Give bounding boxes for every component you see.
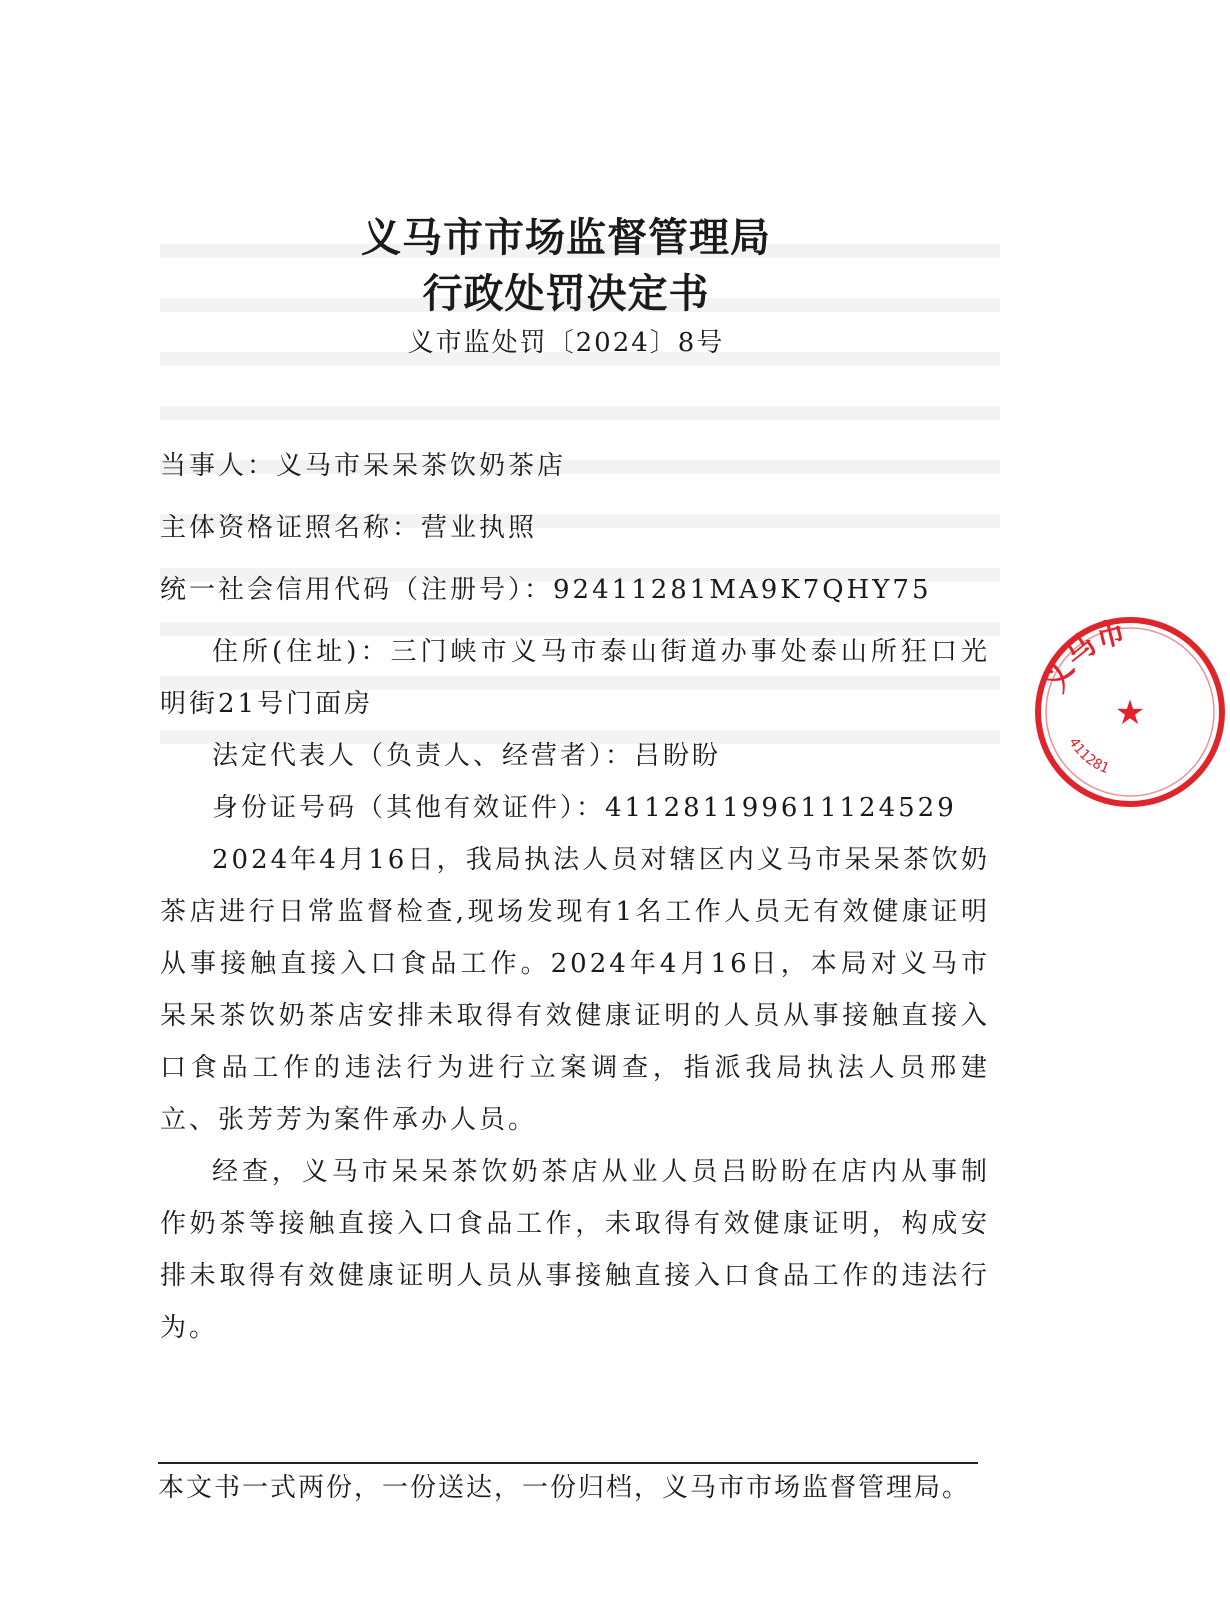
seal-star-icon: ★ — [1114, 693, 1146, 733]
footer-divider — [158, 1462, 978, 1464]
seal-code-text: 411281 — [1065, 734, 1112, 778]
credit-code: 统一社会信用代码（注册号）：92411281MA9K7QHY75 — [160, 575, 932, 605]
party-name: 当事人：义马市呆呆茶饮奶茶店 — [160, 451, 567, 481]
seal-arc-text: 义马市 — [1036, 614, 1130, 698]
case-paragraph-findings: 经查，义马市呆呆茶饮奶茶店从业人员吕盼盼在店内从事制作奶茶等接触直接入口食品工作，未取得有效健康证明，构成安排未取得有效健康证明人员从事接触直接入口食品工作的违法行为。 — [160, 1157, 990, 1343]
document-number: 义市监处罚〔2024〕8号 — [407, 328, 725, 358]
document-title-agency: 义马市市场监督管理局 — [361, 214, 771, 261]
document-title-type: 行政处罚决定书 — [422, 270, 710, 317]
party-address: 住所(住址)：三门峡市义马市泰山街道办事处泰山所狂口光明街21号门面房 — [160, 637, 990, 719]
document-body — [160, 440, 990, 1354]
footer-note: 本文书一式两份，一份送达，一份归档，义马市市场监督管理局。 — [158, 1473, 971, 1503]
license-type: 主体资格证照名称：营业执照 — [160, 513, 538, 543]
case-paragraph-inspection: 2024年4月16日，我局执法人员对辖区内义马市呆呆茶饮奶茶店进行日常监督检查,现场发现有1名工作人员无有效健康证明从事接触直接入口食品工作。2024年4月16日，本局对义马市呆呆茶饮奶茶店安排未取得有效健康证明的人员从事接触直接入口食品工作的违法行为进行立案调查，指派我局执法人员邢建立、张芳芳为案件承办人员。 — [160, 845, 990, 1135]
id-number: 身份证号码（其他有效证件）：411281199611124529 — [212, 793, 957, 823]
legal-representative: 法定代表人（负责人、经营者）：吕盼盼 — [212, 741, 722, 771]
official-seal-stamp — [1030, 612, 1230, 812]
